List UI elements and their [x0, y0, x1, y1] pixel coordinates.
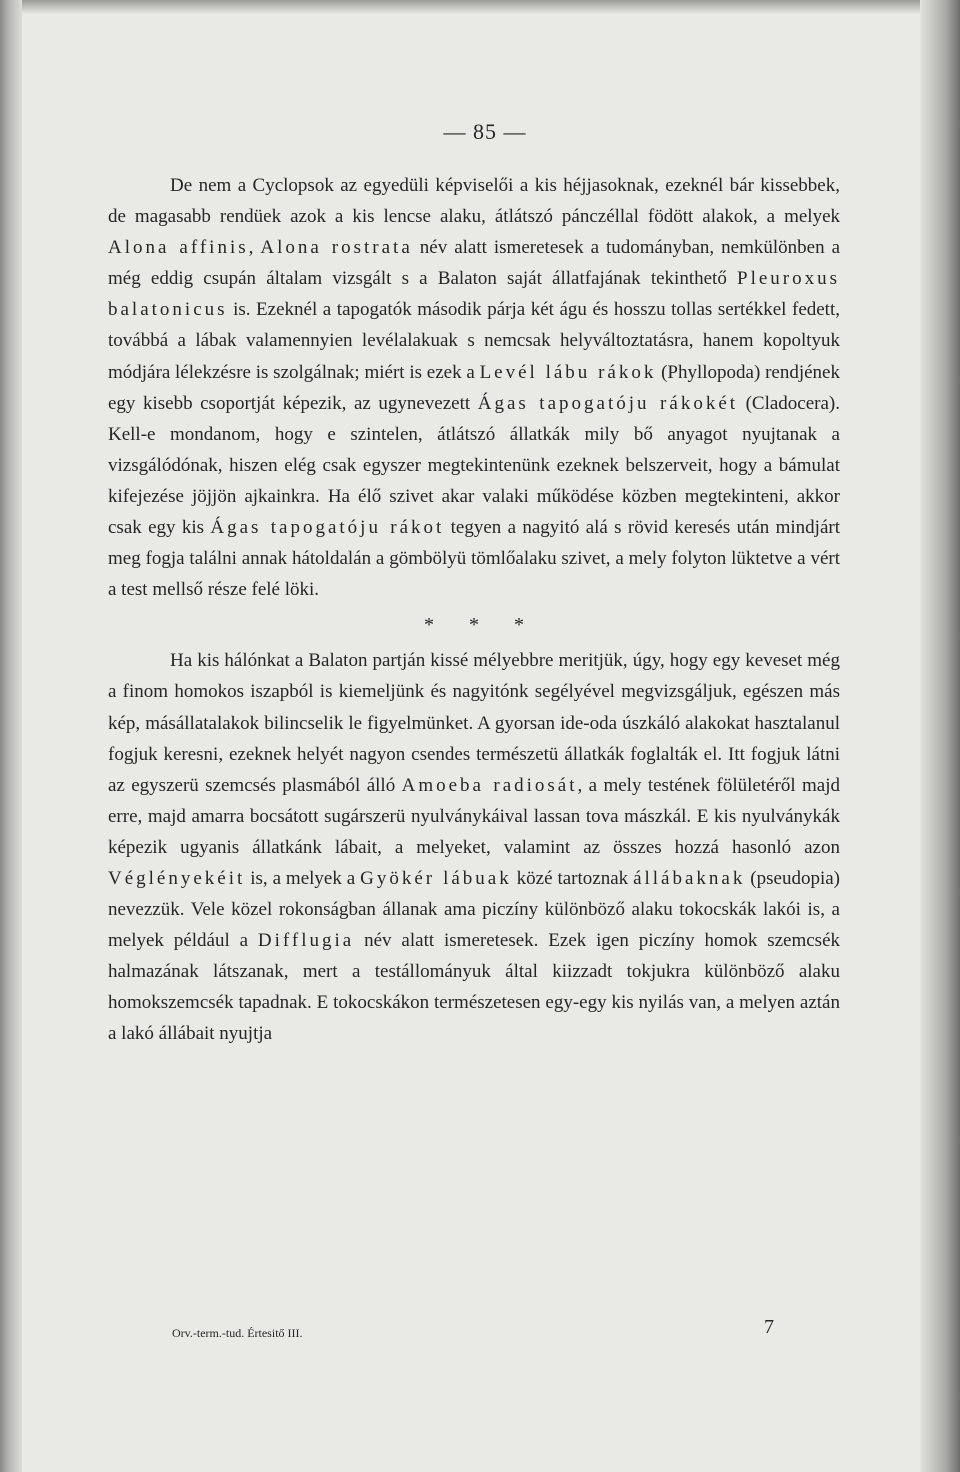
text-run: , a mely testének fölületéről majd erre, majd amarra bocsátott sugárszerü nyulványkáival lassan tova mászkál. E kis nyulványkák képezik ugyanis állatkánk lábait, a melyeket, valamint az összes hozzá hasonló azon	[108, 774, 840, 858]
page-footer	[108, 1318, 840, 1348]
text-run: Ha kis hálónkat a Balaton partján kissé mélyebbre meritjük, úgy, hogy egy keveset még a finom homokos iszapból is kiemeljünk és nagyitónk segélyével megvizsgáljuk, egészen más kép, másállatalakok bilincselik le figyelmünket. A gyorsan ide-oda úszkáló alakokat hasztalanul fogjuk keresni, ezeknek helyét nagyon csendes természetü állatkák foglalták el. Itt fogjuk látni az egyszerü szemcsés plasmából álló	[108, 650, 840, 796]
spaced-term: Difflugia	[257, 930, 355, 952]
text-run: tegyen a nagyitó alá s rövid keresés után mindjárt meg fogja találni annak hátoldalán a gömbölyü tömlőalaku szivet, a mely folyton lüktetve a vért a test mellső része felé löki.	[108, 517, 840, 601]
text-run: közé tartoznak	[511, 867, 634, 889]
spaced-term: állábaknak	[633, 867, 746, 889]
text-run: is. Ezeknél a tapogatók második párja két águ és hosszu tollas sertékkel fedett, továbbá a lábak valamennyien levélalakuak s nemcsak helyváltoztatásra, hanem kopoltyuk módjára lélekzésre is szolgálnak; miért is ezek a	[108, 299, 840, 383]
paragraph-amoeba	[108, 645, 840, 1049]
spaced-term: Alona affinis	[108, 237, 249, 259]
spaced-term: Alona rostrata	[260, 237, 413, 259]
spaced-term: Levél lábu rákok	[479, 361, 657, 383]
signature-mark: 7	[764, 1316, 774, 1338]
section-separator: * * *	[424, 614, 524, 637]
text-run: (Phyllopoda) rendjének egy kisebb csoportját képezik, az ugynevezett	[108, 361, 840, 414]
body-text	[108, 170, 840, 1050]
spaced-term: Pleuroxus balatonicus	[108, 268, 840, 321]
book-page	[108, 112, 841, 1340]
text-run: név alatt ismeretesek. Ezek igen piczíny homok szemcsék halmazának látszanak, mert a testállományuk által kiizzadt tokjukra különböző alaku homokszemcsék tapadnak. E tokocskákon természetesen egy-egy kis nyilás van, a melyen aztán a lakó állábait nyujtja	[108, 930, 841, 1045]
scan-edge-left	[0, 0, 22, 1472]
scan-edge-right	[920, 0, 960, 1472]
text-run: (Cladocera). Kell-e mondanom, hogy e szintelen, átlátszó állatkák mily bő anyagot nyujtanak a vizsgálódónak, hiszen elég csak egyszer megtekintenünk ezeknek belszerveit, hogy a bámulat kifejezése jöjjön ajkainkra. Ha élő szivet akar valaki működése közben megtekinteni, akkor csak egy kis	[108, 392, 840, 539]
page-number: — 85 —	[443, 119, 527, 144]
text-run: (pseudopia) nevezzük. Vele közel rokonságban állanak ama piczíny különböző alaku tokocskák lakói is, a melyek például a	[108, 867, 840, 952]
paragraph-cladocera	[108, 170, 840, 605]
spaced-term: Gyökér lábuak	[360, 867, 512, 889]
text-run: ,	[248, 237, 261, 259]
spaced-term: Véglényekéit	[108, 867, 246, 889]
spaced-term: Amoeba radiosát	[401, 774, 578, 796]
text-run: név alatt ismeretesek a tudományban, nemkülönben a még eddig csupán általam vizsgált s a Balaton saját állatfajának tekinthető	[108, 237, 840, 290]
journal-reference: Orv.-term.-tud. Értesitő III.	[172, 1326, 303, 1340]
spaced-term: Ágas tapogatóju rákokét	[477, 392, 739, 414]
text-run: is, a melyek a	[245, 867, 361, 889]
scan-edge-top	[0, 0, 960, 14]
text-run: De nem a Cyclopsok az egyedüli képviselői a kis héjjasoknak, ezeknél bár kissebbek, de magasabb rendüek azok a kis lencse alaku, átlátszó pánczéllal födött alakok, a melyek	[108, 175, 840, 228]
spaced-term: Ágas tapogatóju rákot	[210, 517, 445, 539]
